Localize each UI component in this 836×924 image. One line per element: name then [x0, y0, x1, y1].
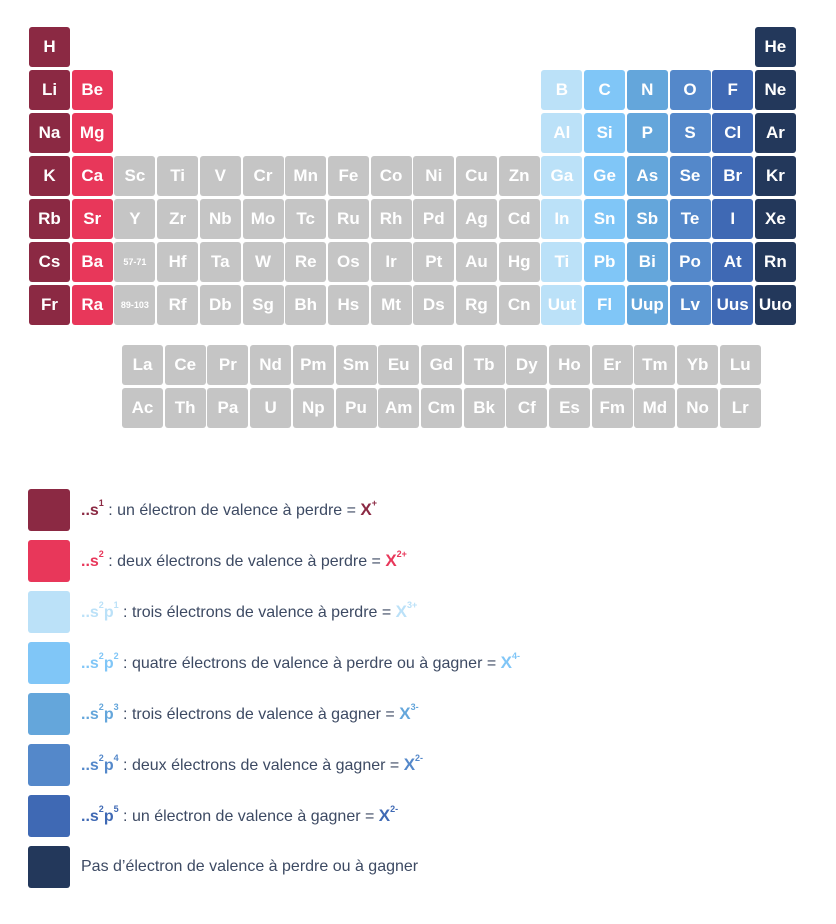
- actinide-cell-lr: Lr: [720, 388, 761, 428]
- actinide-cell-bk: Bk: [464, 388, 505, 428]
- legend-description: : un électron de valence à gagner =: [118, 808, 379, 825]
- element-cell-ta: Ta: [200, 242, 241, 282]
- element-cell-as: As: [627, 156, 668, 196]
- actinide-cell-md: Md: [634, 388, 675, 428]
- legend-label: [81, 806, 398, 826]
- electron-config: $..s^2p^2$: [81, 651, 119, 672]
- element-cell-rg: Rg: [456, 285, 497, 325]
- lanthanide-cell-pm: Pm: [293, 345, 334, 385]
- lanthanide-cell-tb: Tb: [464, 345, 505, 385]
- element-cell-ca: Ca: [72, 156, 113, 196]
- element-cell-cl: Cl: [712, 113, 753, 153]
- lanthanide-cell-er: Er: [592, 345, 633, 385]
- element-cell-tc: Tc: [285, 199, 326, 239]
- element-cell-mo: Mo: [243, 199, 284, 239]
- element-cell-kr: Kr: [755, 156, 796, 196]
- element-cell-na: Na: [29, 113, 70, 153]
- element-cell-sb: Sb: [627, 199, 668, 239]
- element-cell-os: Os: [328, 242, 369, 282]
- element-cell-mt: Mt: [371, 285, 412, 325]
- element-cell-fe: Fe: [328, 156, 369, 196]
- element-cell-ir: Ir: [371, 242, 412, 282]
- element-cell-ra: Ra: [72, 285, 113, 325]
- element-cell-i: I: [712, 199, 753, 239]
- legend-item-s1: [28, 489, 828, 531]
- element-cell-cs: Cs: [29, 242, 70, 282]
- element-cell-te: Te: [670, 199, 711, 239]
- element-cell-br: Br: [712, 156, 753, 196]
- element-cell-sg: Sg: [243, 285, 284, 325]
- element-cell-cr: Cr: [243, 156, 284, 196]
- lanthanide-cell-gd: Gd: [421, 345, 462, 385]
- legend-description: Pas d’électron de valence à perdre ou à gagner: [81, 858, 419, 875]
- element-cell-zr: Zr: [157, 199, 198, 239]
- element-cell-he: He: [755, 27, 796, 67]
- element-cell-ge: Ge: [584, 156, 625, 196]
- actinide-cell-fm: Fm: [592, 388, 633, 428]
- element-cell-mn: Mn: [285, 156, 326, 196]
- element-cell-fr: Fr: [29, 285, 70, 325]
- element-cell-hs: Hs: [328, 285, 369, 325]
- actinide-cell-u: U: [250, 388, 291, 428]
- element-cell-bh: Bh: [285, 285, 326, 325]
- actinide-cell-th: Th: [165, 388, 206, 428]
- legend-item-s2p5: [28, 795, 828, 837]
- lanthanide-cell-tm: Tm: [634, 345, 675, 385]
- legend-swatch: [28, 795, 70, 837]
- element-cell-pd: Pd: [413, 199, 454, 239]
- lanthanide-cell-sm: Sm: [336, 345, 377, 385]
- element-cell-cd: Cd: [499, 199, 540, 239]
- element-cell-rf: Rf: [157, 285, 198, 325]
- element-cell-ti: Ti: [541, 242, 582, 282]
- legend-label: [81, 500, 377, 520]
- element-cell-se: Se: [670, 156, 711, 196]
- element-cell-sc: Sc: [114, 156, 155, 196]
- element-cell-c: C: [584, 70, 625, 110]
- legend-swatch: [28, 846, 70, 888]
- element-cell-ne: Ne: [755, 70, 796, 110]
- element-cell-hg: Hg: [499, 242, 540, 282]
- element-cell-y: Y: [114, 199, 155, 239]
- legend-description: : deux électrons de valence à gagner =: [118, 757, 404, 774]
- legend-swatch: [28, 693, 70, 735]
- element-cell-si: Si: [584, 113, 625, 153]
- element-cell-o: O: [670, 70, 711, 110]
- element-cell-k: K: [29, 156, 70, 196]
- element-cell-rb: Rb: [29, 199, 70, 239]
- legend-label: [81, 858, 418, 876]
- lanthanide-cell-lu: Lu: [720, 345, 761, 385]
- electron-config: $..s^1$: [81, 498, 104, 519]
- legend-description: : quatre électrons de valence à perdre ou à gagner =: [118, 655, 501, 672]
- element-cell-n: N: [627, 70, 668, 110]
- element-cell-rh: Rh: [371, 199, 412, 239]
- ion-formula: $X^{2+}$: [385, 549, 407, 570]
- element-cell-pb: Pb: [584, 242, 625, 282]
- legend-item-s2p1: [28, 591, 828, 633]
- element-cell-bi: Bi: [627, 242, 668, 282]
- legend-swatch: [28, 642, 70, 684]
- element-cell-hf: Hf: [157, 242, 198, 282]
- element-cell-uup: Uup: [627, 285, 668, 325]
- element-cell-xe: Xe: [755, 199, 796, 239]
- legend-item-s2p3: [28, 693, 828, 735]
- lanthanide-cell-la: La: [122, 345, 163, 385]
- legend-swatch: [28, 744, 70, 786]
- element-cell-ar: Ar: [755, 113, 796, 153]
- actinide-cell-no: No: [677, 388, 718, 428]
- legend-label: [81, 551, 407, 571]
- element-cell-w: W: [243, 242, 284, 282]
- element-cell-po: Po: [670, 242, 711, 282]
- actinide-cell-pa: Pa: [207, 388, 248, 428]
- element-cell-f: F: [712, 70, 753, 110]
- element-cell-uus: Uus: [712, 285, 753, 325]
- element-cell-s: S: [670, 113, 711, 153]
- element-cell-zn: Zn: [499, 156, 540, 196]
- element-cell-sn: Sn: [584, 199, 625, 239]
- element-cell-sr: Sr: [72, 199, 113, 239]
- element-cell-h: H: [29, 27, 70, 67]
- legend-swatch: [28, 540, 70, 582]
- element-cell-v: V: [200, 156, 241, 196]
- legend-description: : trois électrons de valence à perdre =: [118, 604, 396, 621]
- element-cell-ds: Ds: [413, 285, 454, 325]
- element-cell-ag: Ag: [456, 199, 497, 239]
- element-cell-al: Al: [541, 113, 582, 153]
- element-cell-57-71: 57-71: [114, 242, 155, 282]
- element-cell-in: In: [541, 199, 582, 239]
- element-cell-nb: Nb: [200, 199, 241, 239]
- electron-config: $..s^2p^4$: [81, 753, 119, 774]
- electron-config: $..s^2p^1$: [81, 600, 119, 621]
- electron-config: $..s^2p^3$: [81, 702, 119, 723]
- actinide-cell-cf: Cf: [506, 388, 547, 428]
- legend-description: : trois électrons de valence à gagner =: [118, 706, 400, 723]
- element-cell-pt: Pt: [413, 242, 454, 282]
- ion-formula: $X^{2-}$: [403, 753, 424, 774]
- element-cell-au: Au: [456, 242, 497, 282]
- element-cell-ti: Ti: [157, 156, 198, 196]
- actinide-cell-ac: Ac: [122, 388, 163, 428]
- actinide-cell-cm: Cm: [421, 388, 462, 428]
- lanthanide-cell-ce: Ce: [165, 345, 206, 385]
- element-cell-p: P: [627, 113, 668, 153]
- element-cell-mg: Mg: [72, 113, 113, 153]
- legend-item-s2p2: [28, 642, 828, 684]
- element-cell-cn: Cn: [499, 285, 540, 325]
- electron-config: $..s^2p^5$: [81, 804, 119, 825]
- element-cell-uuo: Uuo: [755, 285, 796, 325]
- actinide-cell-np: Np: [293, 388, 334, 428]
- actinide-cell-es: Es: [549, 388, 590, 428]
- actinide-cell-am: Am: [378, 388, 419, 428]
- legend-item-noble: [28, 846, 828, 888]
- legend-item-s2: [28, 540, 828, 582]
- lanthanide-cell-yb: Yb: [677, 345, 718, 385]
- element-cell-ba: Ba: [72, 242, 113, 282]
- element-cell-ru: Ru: [328, 199, 369, 239]
- element-cell-rn: Rn: [755, 242, 796, 282]
- legend-label: [81, 704, 419, 724]
- element-cell-fl: Fl: [584, 285, 625, 325]
- lanthanide-cell-nd: Nd: [250, 345, 291, 385]
- element-cell-co: Co: [371, 156, 412, 196]
- legend-swatch: [28, 591, 70, 633]
- element-cell-be: Be: [72, 70, 113, 110]
- element-cell-b: B: [541, 70, 582, 110]
- element-cell-uut: Uut: [541, 285, 582, 325]
- electron-config: $..s^2$: [81, 549, 104, 570]
- ion-formula: $X^{2-}$: [378, 804, 399, 825]
- element-cell-ni: Ni: [413, 156, 454, 196]
- legend-label: [81, 602, 417, 622]
- legend-label: [81, 653, 520, 673]
- lanthanide-cell-eu: Eu: [378, 345, 419, 385]
- element-cell-cu: Cu: [456, 156, 497, 196]
- element-cell-re: Re: [285, 242, 326, 282]
- legend-item-s2p4: [28, 744, 828, 786]
- legend-description: : deux électrons de valence à perdre =: [103, 553, 386, 570]
- ion-formula: $X^{3-}$: [399, 702, 419, 723]
- element-cell-at: At: [712, 242, 753, 282]
- actinide-cell-pu: Pu: [336, 388, 377, 428]
- lanthanide-cell-ho: Ho: [549, 345, 590, 385]
- legend-description: : un électron de valence à perdre =: [103, 502, 361, 519]
- ion-formula: X+: [360, 498, 378, 519]
- element-cell-lv: Lv: [670, 285, 711, 325]
- legend-swatch: [28, 489, 70, 531]
- lanthanide-cell-pr: Pr: [207, 345, 248, 385]
- lanthanide-cell-dy: Dy: [506, 345, 547, 385]
- element-cell-89-103: 89-103: [114, 285, 155, 325]
- element-cell-li: Li: [29, 70, 70, 110]
- ion-formula: $X^{4-}$: [500, 651, 520, 672]
- element-cell-db: Db: [200, 285, 241, 325]
- ion-formula: $X^{3+}$: [395, 600, 418, 621]
- legend-label: [81, 755, 423, 775]
- element-cell-ga: Ga: [541, 156, 582, 196]
